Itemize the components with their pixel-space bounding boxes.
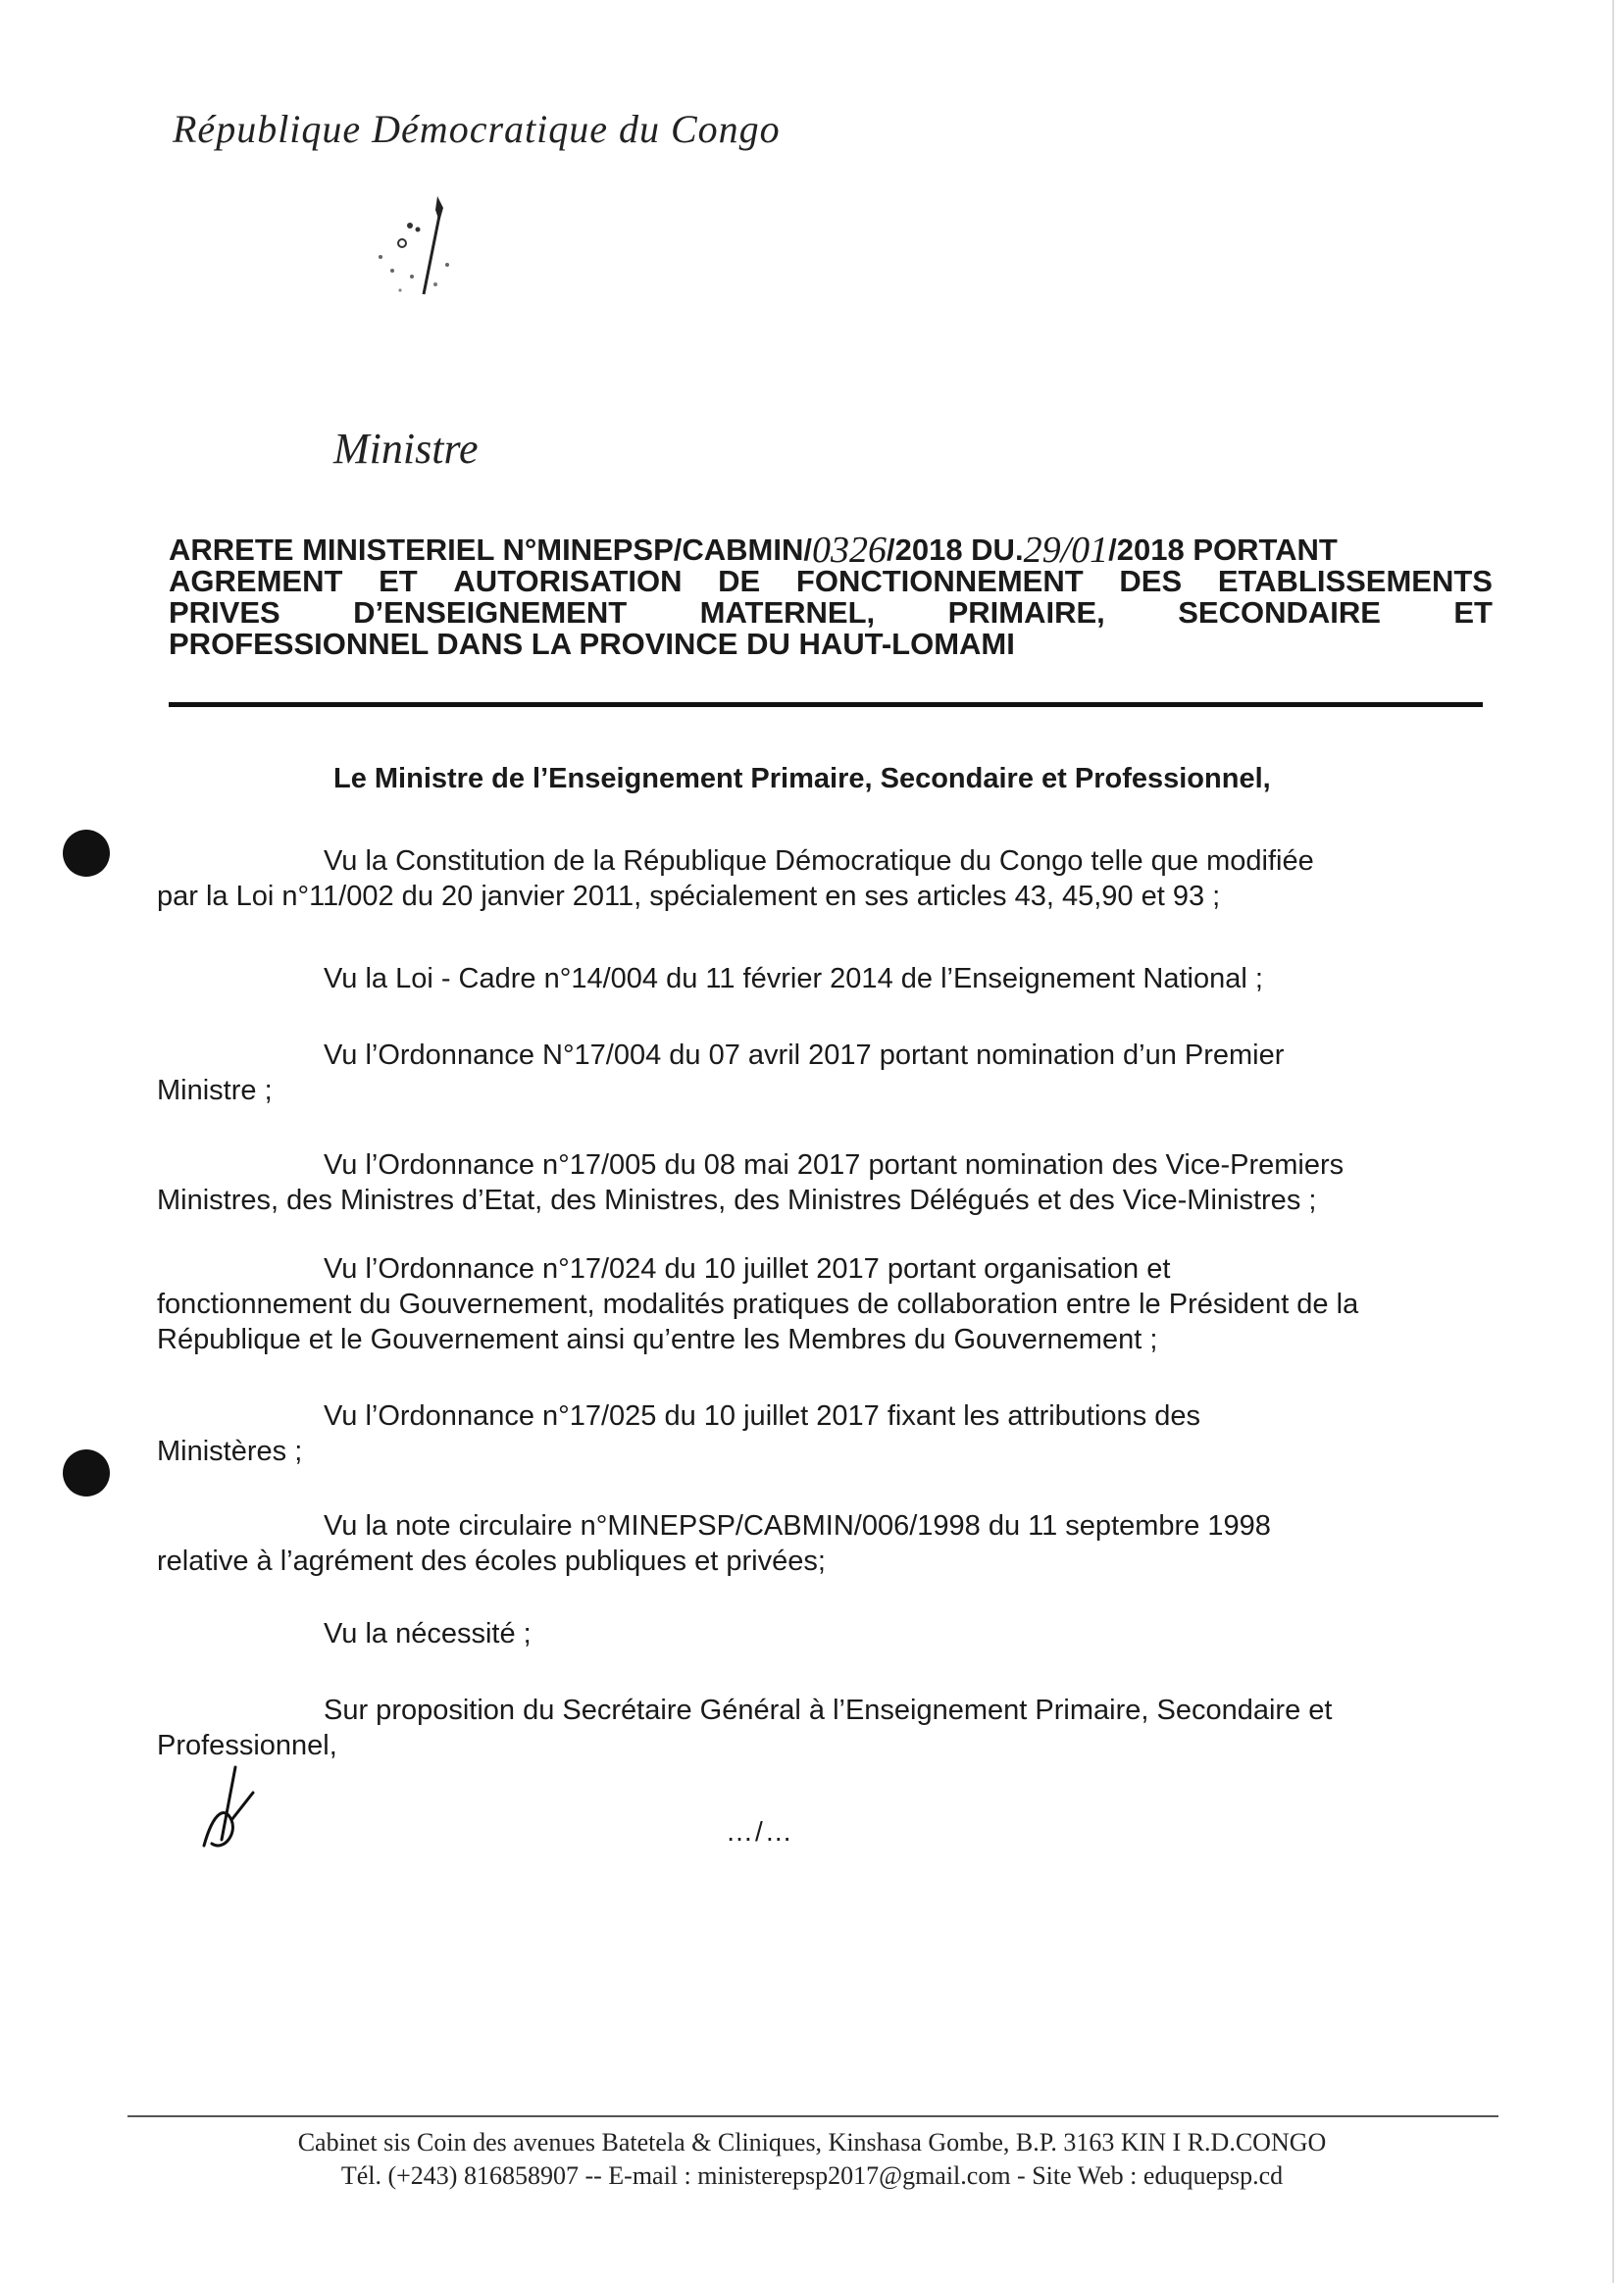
title-word: D’ENSEIGNEMENT [353,595,628,630]
handwritten-decree-date: 29/01 [1023,530,1109,571]
footer-rule [127,2115,1498,2117]
minister-title: Ministre [333,425,479,473]
title-word: FONCTIONNEMENT [795,564,1084,598]
paragraph-rest: Ministres, des Ministres d’Etat, des Ministres, des Ministres Délégués et des Vice-Ministres ; [157,1185,1317,1216]
paragraph-first-line: Vu l’Ordonnance n°17/005 du 08 mai 2017 portant nomination des Vice-Premiers [324,1149,1345,1181]
continuation-mark: …/… [726,1816,794,1847]
handwritten-decree-number: 0326 [811,530,887,571]
footer-address: Cabinet sis Coin des avenues Batetela & Cliniques, Kinshasa Gombe, B.P. 3163 KIN I R.D.CONGO [297,2128,1327,2156]
title-word: MATERNEL, [699,595,876,630]
title-word: ET [1453,595,1493,630]
paragraph-first-line: Vu l’Ordonnance N°17/004 du 07 avril 2017 portant nomination d’un Premier [324,1040,1285,1071]
title-word: PRIVES [169,595,280,630]
considerant-paragraph [157,1147,1485,1218]
title-word: DE [718,564,761,598]
considerant-paragraph [157,1251,1485,1357]
paragraph-rest: fonctionnement du Gouvernement, modalités pratiques de collaboration entre le Président de la République et le Gouvernement ainsi qu’entre les Membres du Gouvernement ; [157,1289,1359,1355]
paragraph-first-line: Vu l’Ordonnance n°17/024 du 10 juillet 2017 portant organisation et [324,1253,1171,1285]
considerant-paragraph [157,1508,1485,1579]
minister-heading: Le Ministre de l’Enseignement Primaire, Secondaire et Professionnel, [333,763,1271,794]
considerant-paragraph [157,1693,1485,1763]
title-year-portant: /2018 PORTANT [1108,533,1338,567]
title-line-1 [169,530,1493,571]
punch-hole [63,830,110,877]
title-line-4 [169,629,1493,660]
title-underline [169,702,1483,707]
title-word: DES [1119,564,1183,598]
initial-signature [196,1761,265,1859]
title-word: ET [379,564,418,598]
coat-of-arms-emblem [341,186,469,314]
considerant-paragraph [157,961,1485,996]
title-line-2 [169,566,1493,597]
scan-edge [1612,0,1614,2283]
title-word: AGREMENT [169,564,343,598]
considerant-paragraph [157,1038,1485,1108]
paragraph-first-line: Vu la nécessité ; [324,1618,532,1649]
paragraph-first-line: Vu l’Ordonnance n°17/025 du 10 juillet 2017 fixant les attributions des [324,1400,1201,1432]
punch-hole [63,1449,110,1497]
title-word: ETABLISSEMENTS [1217,564,1493,598]
title-year-du: /2018 DU. [886,533,1024,567]
paragraph-rest: Professionnel, [157,1730,337,1761]
title-line-4-text: PROFESSIONNEL DANS LA PROVINCE DU HAUT-LOMAMI [169,627,1015,661]
considerant-paragraph [157,843,1485,914]
title-word: SECONDAIRE [1178,595,1381,630]
title-line-3 [169,597,1493,629]
paragraph-first-line: Vu la Constitution de la République Démocratique du Congo telle que modifiée [324,845,1314,877]
paragraph-first-line: Sur proposition du Secrétaire Général à l’Enseignement Primaire, Secondaire et [324,1695,1333,1726]
paragraph-rest: Ministre ; [157,1075,273,1106]
paragraph-first-line: Vu la note circulaire n°MINEPSP/CABMIN/006/1998 du 11 septembre 1998 [324,1510,1271,1542]
considerant-paragraph [157,1616,1485,1651]
decree-title [169,530,1493,661]
paragraph-rest: Ministères ; [157,1436,303,1467]
paragraph-first-line: Vu la Loi - Cadre n°14/004 du 11 février 2014 de l’Enseignement National ; [324,963,1263,994]
title-word: PRIMAIRE, [947,595,1105,630]
title-word: AUTORISATION [453,564,683,598]
footer-contact: Tél. (+243) 816858907 -- E-mail : ministerepsp2017@gmail.com - Site Web : eduquepsp.cd [340,2161,1284,2190]
republic-heading: République Démocratique du Congo [173,107,781,151]
paragraph-rest: relative à l’agrément des écoles publiques et privées; [157,1546,826,1577]
title-prefix: ARRETE MINISTERIEL N°MINEPSP/CABMIN/ [169,533,812,567]
considerant-paragraph [157,1398,1485,1469]
paragraph-rest: par la Loi n°11/002 du 20 janvier 2011, spécialement en ses articles 43, 45,90 et 93 ; [157,881,1221,912]
